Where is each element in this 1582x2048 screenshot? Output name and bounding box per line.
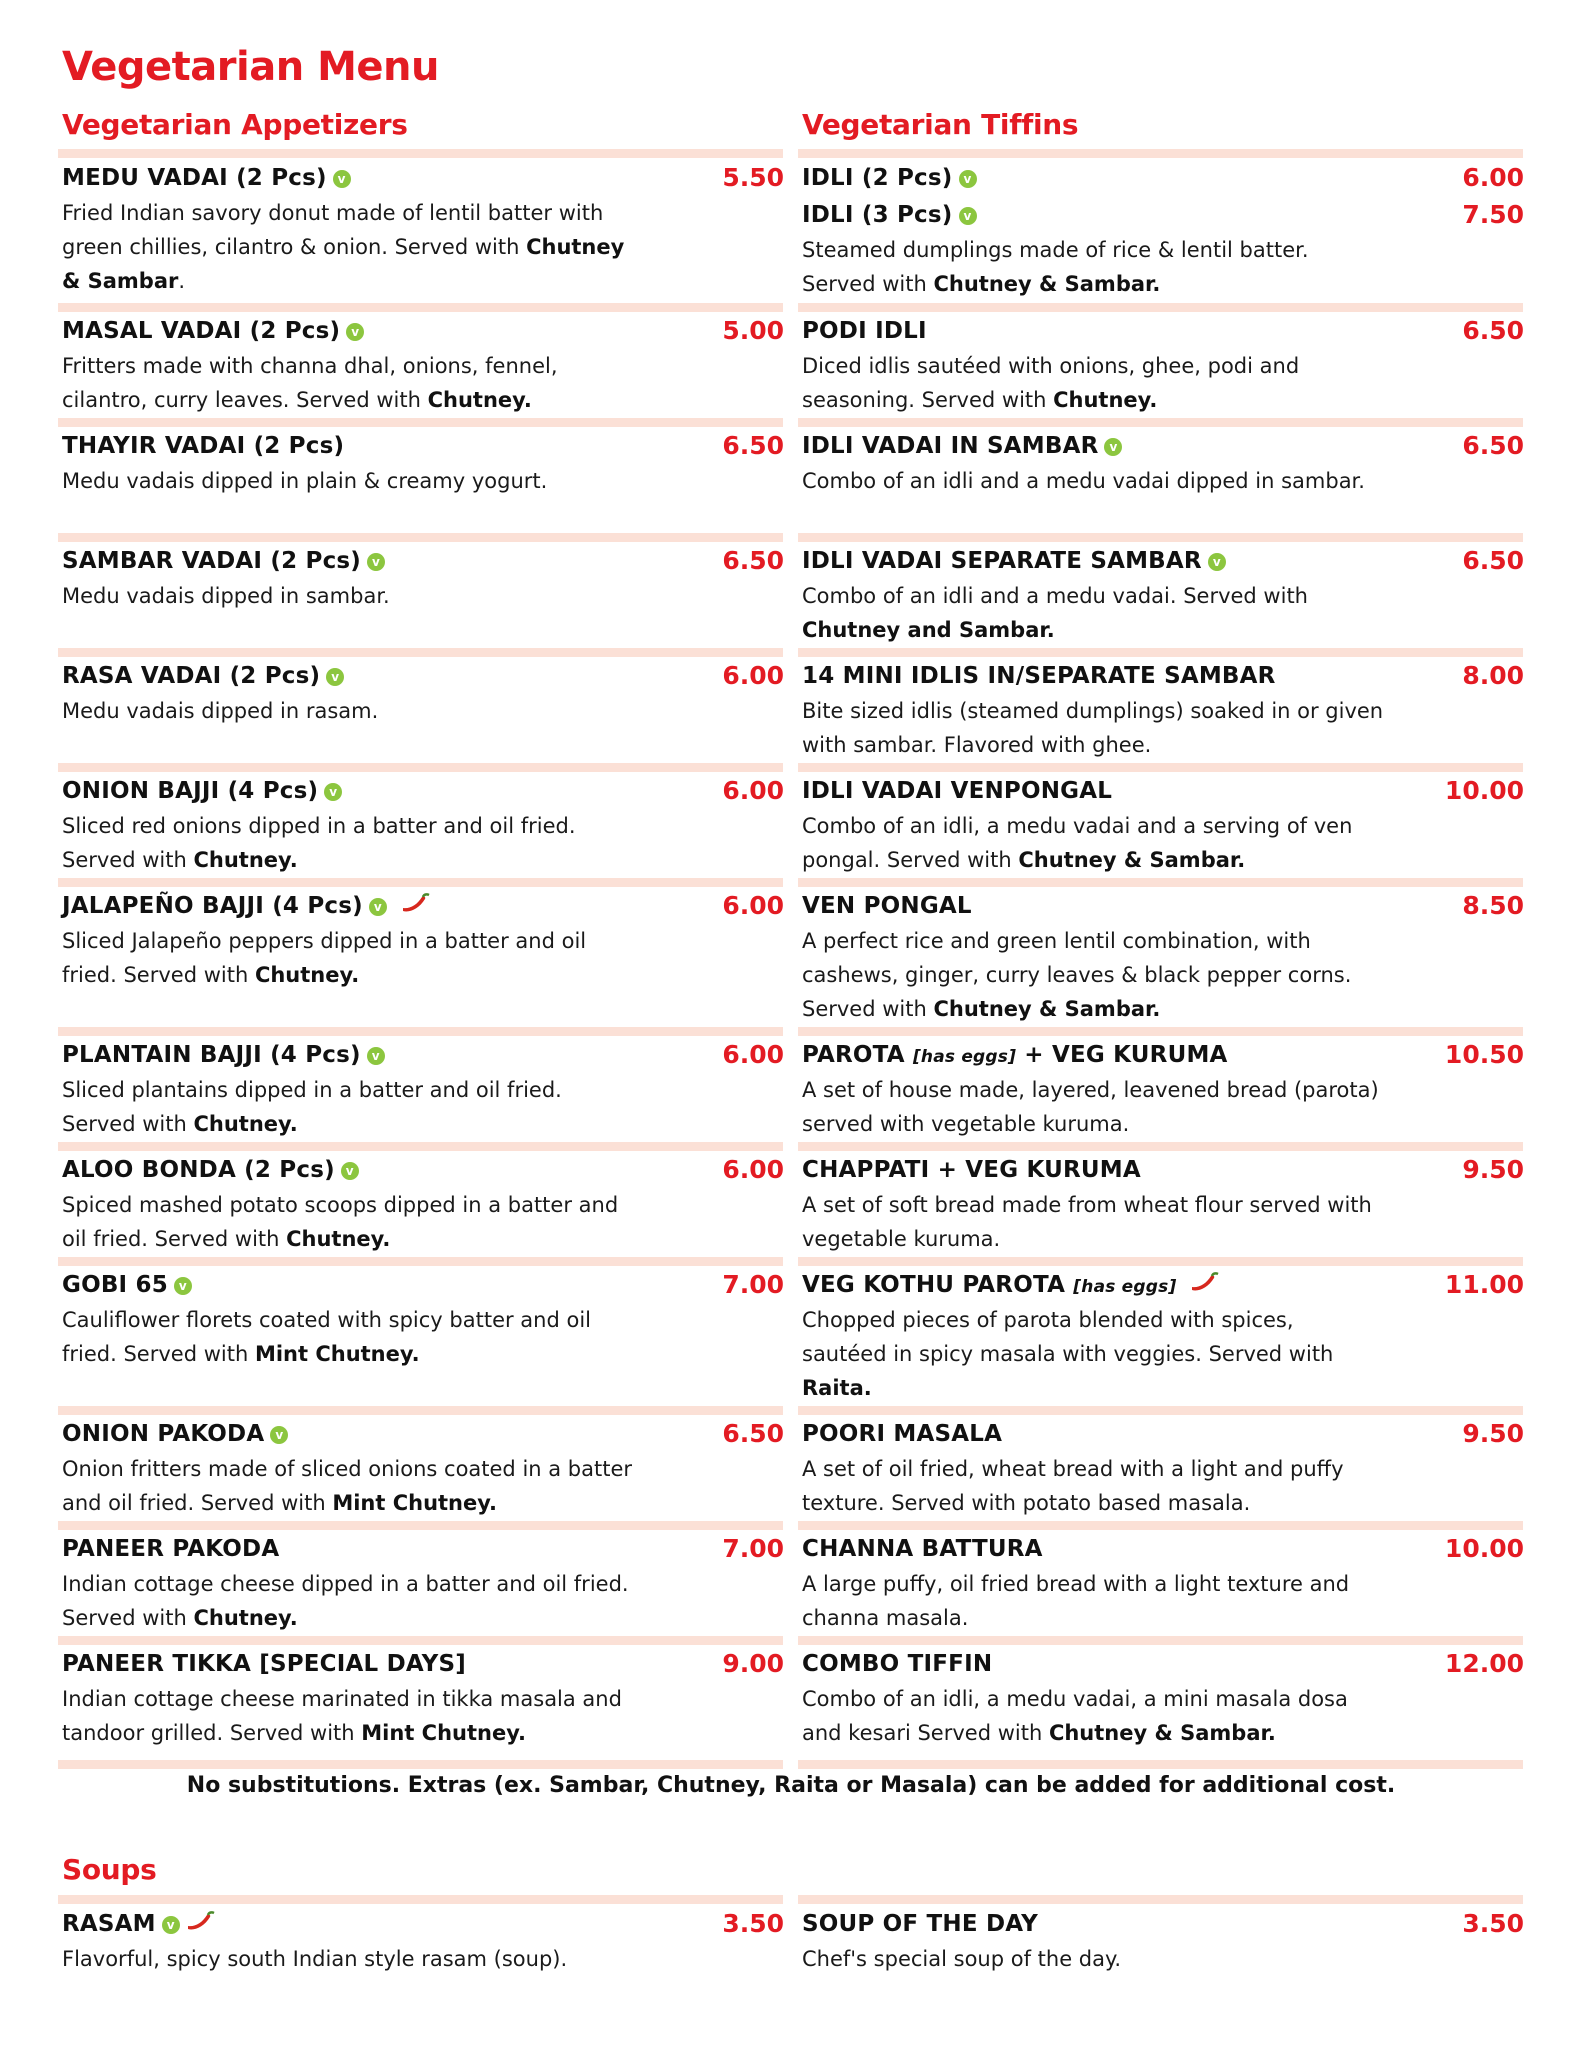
item-description: Flavorful, spicy south Indian style rasam (soup). [62,1947,568,1971]
divider [798,1760,1523,1769]
item-description: Combo of an idli and a medu vadai. Served with Chutney and Sambar. [802,584,1308,642]
divider [58,303,783,312]
menu-item [58,888,788,992]
item-price: 6.00 [722,661,784,690]
menu-item [798,658,1528,762]
item-note: [has eggs] [1073,1277,1177,1297]
divider [798,1895,1523,1904]
menu-item [58,1906,788,1976]
item-price: 8.00 [1462,661,1524,690]
substitution-notice: No substitutions. Extras (ex. Sambar, Chutney, Raita or Masala) can be added for additional cost. [186,1773,1396,1798]
item-name: IDLI VADAI SEPARATE SAMBAR [802,548,1202,574]
divider [58,1521,783,1530]
divider [58,1257,783,1266]
item-description: Chef's special soup of the day. [802,1947,1122,1971]
page-title: Vegetarian Menu [62,44,439,90]
divider [798,648,1523,657]
item-description: Spiced mashed potato scoops dipped in a batter and oil fried. Served with Chutney. [62,1193,619,1251]
item-description: Sliced plantains dipped in a batter and oil fried. Served with Chutney. [62,1078,562,1136]
item-description: Sliced Jalapeño peppers dipped in a batter and oil fried. Served with Chutney. [62,929,587,987]
item-description: Indian cottage cheese marinated in tikka masala and tandoor grilled. Served with Mint Chutney. [62,1687,622,1745]
item-price: 7.00 [722,1270,784,1299]
item-name: JALAPEÑO BAJJI (4 Pcs) [62,893,363,919]
item-price: 9.00 [722,1649,784,1678]
item-description: Fritters made with channa dhal, onions, fennel, cilantro, curry leaves. Served with Chutney. [62,354,558,412]
divider [58,648,783,657]
soups-title: Soups [62,1853,157,1886]
menu-item [798,1906,1528,1976]
item-description: A set of house made, layered, leavened bread (parota) served with vegetable kuruma. [802,1078,1379,1136]
item-price: 11.00 [1444,1270,1524,1299]
item-name: IDLI VADAI VENPONGAL [802,778,1113,804]
menu-item [58,658,788,728]
menu-item [58,160,788,298]
item-price: 7.00 [722,1534,784,1563]
item-name: MASAL VADAI (2 Pcs) [62,318,341,344]
divider [798,1142,1523,1151]
item-description: Diced idlis sautéed with onions, ghee, podi and seasoning. Served with Chutney. [802,354,1300,412]
item-name: VEN PONGAL [802,893,972,919]
item-name: PANEER PAKODA [62,1536,280,1562]
menu-item [798,160,1528,196]
divider [798,418,1523,427]
item-name: ALOO BONDA (2 Pcs) [62,1157,335,1183]
vegetarian-icon: v [270,1426,288,1444]
item-description: A perfect rice and green lentil combination, with cashews, ginger, curry leaves & black pepper corns. Served with Chutney & Sambar. [802,929,1352,1021]
divider [58,1142,783,1151]
item-description: Sliced red onions dipped in a batter and oil fried. Served with Chutney. [62,814,576,872]
divider [58,1406,783,1415]
vegetarian-icon: v [369,898,387,916]
vegetarian-icon: v [333,170,351,188]
appetizers-title: Vegetarian Appetizers [62,108,408,141]
divider [798,149,1523,158]
divider [58,1760,783,1769]
item-name: RASAM [62,1911,156,1937]
tiffins-title: Vegetarian Tiffins [802,108,1079,141]
vegetarian-icon: v [324,783,342,801]
item-name: RASA VADAI (2 Pcs) [62,663,321,689]
divider [798,1636,1523,1645]
menu-item [798,1416,1528,1520]
item-price: 10.50 [1444,1040,1524,1069]
item-note: [has eggs] [912,1047,1017,1067]
item-description: Indian cottage cheese dipped in a batter and oil fried. Served with Chutney. [62,1572,629,1630]
menu-item [58,1646,788,1750]
item-price: 6.00 [722,1040,784,1069]
menu-item [798,313,1528,417]
chili-pepper-icon [1190,1272,1220,1294]
vegetarian-icon: v [959,207,977,225]
divider [58,533,783,542]
menu-item [58,1531,788,1635]
item-name: ONION PAKODA [62,1421,265,1447]
item-price: 6.00 [722,776,784,805]
menu-item [58,773,788,877]
divider [798,1521,1523,1530]
vegetarian-icon: v [326,668,344,686]
item-price: 9.50 [1462,1419,1524,1448]
item-name: IDLI (3 Pcs) [802,202,953,228]
menu-item [798,1037,1528,1141]
item-price: 7.50 [1462,200,1524,229]
divider [798,763,1523,772]
menu-item [798,773,1528,877]
item-price: 3.50 [1462,1909,1524,1938]
divider [58,149,783,158]
menu-item [58,1416,788,1520]
item-description: Steamed dumplings made of rice & lentil batter. Served with Chutney & Sambar. [802,238,1309,296]
divider [798,1406,1523,1415]
divider [798,878,1523,887]
item-description: Medu vadais dipped in plain & creamy yogurt. [62,469,548,493]
divider [58,878,783,887]
item-description: A set of soft bread made from wheat flour served with vegetable kuruma. [802,1193,1372,1251]
menu-item [798,543,1528,647]
item-description: Bite sized idlis (steamed dumplings) soaked in or given with sambar. Flavored with ghee. [802,699,1384,757]
vegetarian-icon: v [959,170,977,188]
menu-item [58,313,788,417]
item-description: A large puffy, oil fried bread with a light texture and channa masala. [802,1572,1350,1630]
item-description: Chopped pieces of parota blended with spices, sautéed in spicy masala with veggies. Served with Raita. [802,1308,1334,1400]
menu-item [798,888,1528,1026]
menu-item [798,428,1528,498]
divider [798,1027,1523,1036]
vegetarian-icon: v [174,1277,192,1295]
item-name: VEG KOTHU PAROTA [802,1272,1066,1298]
menu-item [58,543,788,613]
item-name: 14 MINI IDLIS IN/SEPARATE SAMBAR [802,663,1276,689]
item-price: 5.50 [722,163,784,192]
menu-item [58,1267,788,1371]
item-price: 8.50 [1462,891,1524,920]
divider [798,533,1523,542]
item-description: Combo of an idli and a medu vadai dipped in sambar. [802,469,1365,493]
item-price: 6.50 [1462,316,1524,345]
item-name: PODI IDLI [802,318,927,344]
vegetarian-icon: v [367,1047,385,1065]
divider [798,1257,1523,1266]
item-price: 6.50 [722,431,784,460]
item-price: 6.00 [722,1155,784,1184]
item-price: 6.50 [1462,546,1524,575]
divider [58,763,783,772]
vegetarian-icon: v [367,553,385,571]
vegetarian-icon: v [1208,553,1226,571]
item-description: Combo of an idli, a medu vadai and a serving of ven pongal. Served with Chutney & Sambar. [802,814,1353,872]
item-name: MEDU VADAI (2 Pcs) [62,165,327,191]
menu-item [58,1152,788,1256]
chili-pepper-icon [186,1911,216,1933]
item-name: POORI MASALA [802,1421,1003,1447]
vegetarian-icon: v [1104,438,1122,456]
divider [798,303,1523,312]
menu-item [798,197,1528,301]
item-price: 5.00 [722,316,784,345]
menu-item [798,1152,1528,1256]
item-name: CHAPPATI + VEG KURUMA [802,1157,1141,1183]
item-description: Combo of an idli, a medu vadai, a mini masala dosa and kesari Served with Chutney & Sambar. [802,1687,1348,1745]
divider [58,1895,783,1904]
vegetarian-icon: v [346,323,364,341]
item-description: Medu vadais dipped in sambar. [62,584,390,608]
item-name: SOUP OF THE DAY [802,1911,1038,1937]
item-name: GOBI 65 [62,1272,168,1298]
item-price: 10.00 [1444,1534,1524,1563]
item-name: ONION BAJJI (4 Pcs) [62,778,319,804]
menu-item [58,1037,788,1141]
item-name: IDLI (2 Pcs) [802,165,953,191]
divider [58,1027,783,1036]
item-description: Onion fritters made of sliced onions coated in a batter and oil fried. Served with Mint Chutney. [62,1457,633,1515]
item-description: Medu vadais dipped in rasam. [62,699,379,723]
item-name: CHANNA BATTURA [802,1536,1043,1562]
item-name: COMBO TIFFIN [802,1651,993,1677]
item-price: 12.00 [1444,1649,1524,1678]
divider [58,1636,783,1645]
menu-item [58,428,788,498]
divider [58,418,783,427]
menu-item [798,1267,1528,1405]
chili-pepper-icon [401,893,431,915]
item-name: PANEER TIKKA [SPECIAL DAYS] [62,1651,467,1677]
item-price: 6.00 [1462,163,1524,192]
item-name: PLANTAIN BAJJI (4 Pcs) [62,1042,361,1068]
vegetarian-icon: v [341,1162,359,1180]
item-name: SAMBAR VADAI (2 Pcs) [62,548,362,574]
item-name-suffix: + VEG KURUMA [1024,1042,1228,1068]
item-name: PAROTA [802,1042,905,1068]
item-name: THAYIR VADAI (2 Pcs) [62,433,345,459]
item-price: 9.50 [1462,1155,1524,1184]
menu-item [798,1531,1528,1635]
item-description: A set of oil fried, wheat bread with a light and puffy texture. Served with potato based masala. [802,1457,1344,1515]
item-price: 6.50 [722,546,784,575]
item-price: 3.50 [722,1909,784,1938]
item-price: 6.50 [722,1419,784,1448]
item-description: Cauliflower florets coated with spicy batter and oil fried. Served with Mint Chutney. [62,1308,592,1366]
menu-item [798,1646,1528,1750]
item-description: Fried Indian savory donut made of lentil batter with green chillies, cilantro & onion. Served with Chutney & Sambar. [62,201,625,293]
item-price: 10.00 [1444,776,1524,805]
item-name: IDLI VADAI IN SAMBAR [802,433,1099,459]
item-price: 6.50 [1462,431,1524,460]
item-price: 6.00 [722,891,784,920]
vegetarian-icon: v [162,1916,180,1934]
